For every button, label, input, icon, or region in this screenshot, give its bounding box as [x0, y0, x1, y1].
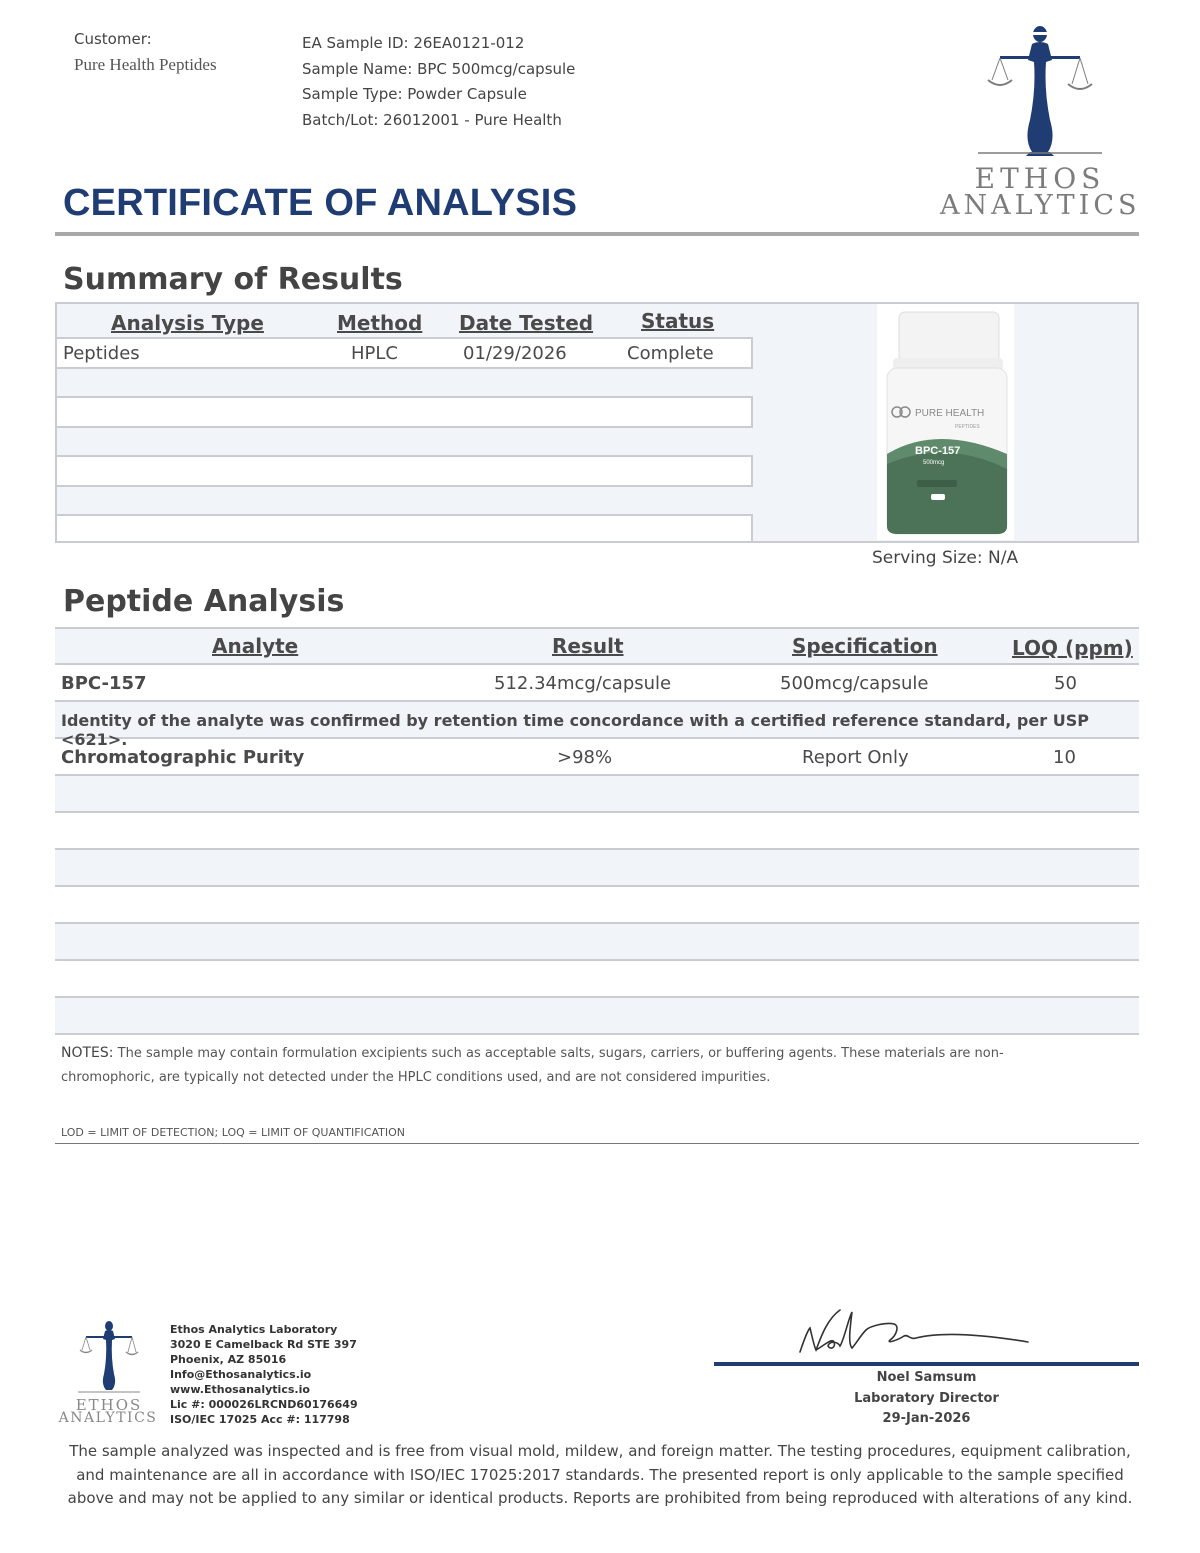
- notes-divider: [55, 1143, 1139, 1144]
- signoff-date: 29-Jan-2026: [882, 1411, 971, 1426]
- col-result: Result: [552, 634, 624, 658]
- summary-table-left: [57, 304, 753, 541]
- serving-size: Serving Size: N/A: [872, 548, 1019, 568]
- director-role: Laboratory Director: [854, 1390, 999, 1406]
- table-row: [57, 398, 753, 428]
- title-divider: [55, 232, 1139, 236]
- loq-cell: 50: [1054, 673, 1077, 694]
- table-row: [55, 887, 1139, 924]
- col-loq: LOQ (ppm): [1012, 636, 1133, 660]
- result-cell: 512.34mcg/capsule: [494, 673, 672, 694]
- sample-info: [302, 31, 575, 133]
- signoff-block: [714, 1368, 1139, 1430]
- col-date-tested: Date Tested: [459, 311, 594, 335]
- identity-note: Identity of the analyte was confirmed by retention time concordance with a certified reference standard, per USP <621>.: [61, 711, 1089, 749]
- method-cell: HPLC: [351, 343, 398, 364]
- notes-text: The sample may contain formulation excipients such as acceptable salts, sugars, carriers, or buffering agents. These materials are non-chromophoric, are typically not detected under the HPLC conditions used, and are not considered impurities.: [61, 1046, 1004, 1085]
- specification-cell: 500mcg/capsule: [780, 673, 929, 694]
- disclaimer: The sample analyzed was inspected and is free from visual mold, mildew, and foreign matter. The testing procedures, equipment calibration, and maintenance are all in accordance with ISO/IEC 17025:2017 standards. The presented report is only applicable to the sample specified above and may not be applied to any similar or identical products. Reports are prohibited from being reproduced with alterations of any kind.: [67, 1442, 1133, 1507]
- lab-name: Ethos Analytics Laboratory: [170, 1323, 338, 1336]
- loq-cell: 10: [1053, 747, 1076, 768]
- notes: [61, 1041, 1091, 1090]
- table-row: [55, 776, 1139, 813]
- director-signature: [790, 1300, 1040, 1370]
- director-name: Noel Samsum: [876, 1370, 977, 1385]
- col-status: Status: [641, 309, 715, 333]
- analyte-cell: BPC-157: [61, 673, 147, 694]
- col-analysis-type: Analysis Type: [111, 311, 264, 335]
- footer-logo-word-analytics: ANALYTICS: [58, 1410, 158, 1426]
- sample-name: Sample Name: BPC 500mcg/capsule: [302, 59, 576, 78]
- table-row: [55, 961, 1139, 998]
- table-row: [55, 739, 1139, 776]
- customer-label: Customer:: [74, 30, 152, 48]
- table-row: [55, 813, 1139, 850]
- lab-email: Info@Ethosanalytics.io: [170, 1368, 312, 1381]
- product-bottle-image: [877, 304, 1014, 540]
- bottle-dose-text: 500mcg: [923, 460, 945, 466]
- col-analyte: Analyte: [212, 634, 299, 658]
- bottle-sub-text: PEPTIDES: [955, 424, 980, 430]
- justice-scale-small-logo-icon: [74, 1318, 144, 1398]
- sample-id: EA Sample ID: 26EA0121-012: [302, 34, 525, 52]
- logo-word-ethos: ETHOS: [974, 162, 1106, 195]
- notes-label: NOTES:: [61, 1045, 114, 1061]
- lab-website: www.Ethosanalytics.io: [170, 1383, 310, 1396]
- identity-row: [55, 702, 1139, 749]
- bottle-brand-text: PURE HEALTH: [915, 408, 985, 419]
- table-row: [57, 457, 753, 487]
- lab-contact-info: [170, 1322, 358, 1427]
- date-tested-cell: 01/29/2026: [463, 343, 567, 364]
- footer-logo-word-ethos: ETHOS: [75, 1396, 143, 1414]
- summary-header-row: [57, 304, 753, 339]
- result-cell: >98%: [557, 747, 613, 768]
- analysis-type-cell: Peptides: [63, 343, 140, 364]
- lod-loq-definition: LOD = LIMIT OF DETECTION; LOQ = LIMIT OF QUANTIFICATION: [61, 1126, 405, 1139]
- page-title: CERTIFICATE OF ANALYSIS: [63, 182, 578, 224]
- table-row: [57, 487, 753, 516]
- peptide-header-row: [55, 627, 1139, 665]
- specification-cell: Report Only: [802, 747, 909, 768]
- table-row: [57, 369, 753, 398]
- lab-address-line1: 3020 E Camelback Rd STE 397: [170, 1338, 357, 1351]
- analyte-cell: Chromatographic Purity: [61, 747, 305, 768]
- status-cell: Complete: [627, 343, 714, 364]
- lab-license: Lic #: 000026LRCND60176649: [170, 1398, 358, 1411]
- lab-iso-accreditation: ISO/IEC 17025 Acc #: 117798: [170, 1413, 350, 1426]
- peptide-heading: Peptide Analysis: [63, 584, 345, 619]
- table-row: [57, 339, 753, 369]
- logo-word-analytics: ANALYTICS: [940, 190, 1141, 221]
- table-row: [55, 924, 1139, 961]
- summary-heading: Summary of Results: [63, 262, 403, 297]
- table-row: [55, 665, 1139, 702]
- signature-line: [714, 1362, 1139, 1366]
- sample-type: Sample Type: Powder Capsule: [302, 85, 527, 103]
- table-row: [57, 428, 753, 457]
- bottle-name-text: BPC-157: [915, 445, 961, 457]
- batch-lot: Batch/Lot: 26012001 - Pure Health: [302, 110, 562, 129]
- col-specification: Specification: [792, 634, 938, 658]
- col-method: Method: [337, 311, 423, 335]
- table-row: [55, 998, 1139, 1035]
- lab-address-line2: Phoenix, AZ 85016: [170, 1353, 287, 1366]
- customer-name: Pure Health Peptides: [74, 55, 217, 74]
- table-row: [55, 850, 1139, 887]
